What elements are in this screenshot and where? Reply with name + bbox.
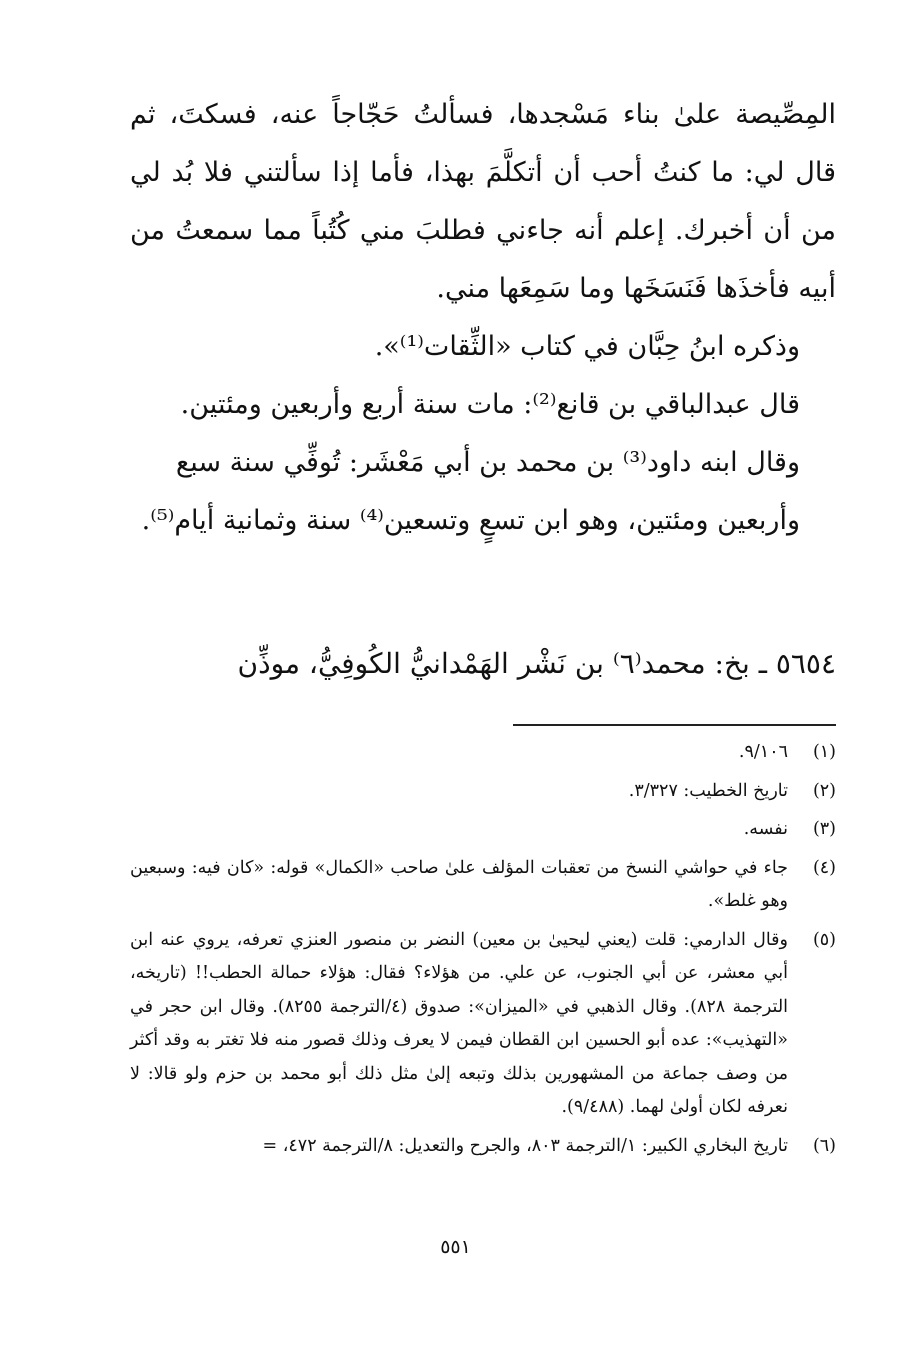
- footnote-number: (٣): [812, 819, 836, 839]
- main-text: [130, 86, 836, 550]
- footnote-number: (١): [812, 742, 836, 762]
- footnote-divider: [513, 724, 836, 726]
- footnote-text: تاريخ البخاري الكبير: ١/الترجمة ٨٠٣، والجرح والتعديل: ٨/الترجمة ٤٧٢، =: [262, 1135, 788, 1156]
- footnote: [130, 813, 836, 847]
- footnote-number: (٢): [812, 780, 836, 801]
- footnote-number: (٦): [812, 1135, 836, 1156]
- page-number: ٥٥١: [440, 1236, 471, 1258]
- paragraph-ibn-hibban: وذكره ابنُ حِبَّان في كتاب «الثِّقات⁽¹⁾».: [374, 331, 800, 362]
- paragraph-continuation: المِصِّيصة علىٰ بناء مَسْجدها، فسألتُ حَجّاجاً عنه، فسكتَ، ثم قال لي: ما كنتُ أحب أن أتكلَّمَ بهذا، فأما إذا سألتني فلا بُد لي من أن أخبرك. إعلم أنه جاءني فطلبَ مني كُتُباً مما سمعتُ من أبيه فأخذَها فَنَسَخَها وما سَمِعَها مني.: [130, 99, 836, 304]
- footnote-number: (٥): [812, 929, 836, 950]
- paragraph-dawud: وقال ابنه داود⁽³⁾ بن محمد بن أبي مَعْشَر: تُوفِّي سنة سبع وأربعين ومئتين، وهو ابن تسعٍ وتسعين⁽⁴⁾ سنة وثمانية أيام⁽⁵⁾.: [141, 447, 800, 536]
- footnote-text: نفسه.: [743, 819, 788, 839]
- paragraph-ibn-qani: قال عبدالباقي بن قانع⁽²⁾: مات سنة أربع وأربعين ومئتين.: [180, 389, 800, 420]
- footnote-number: (٤): [812, 857, 836, 878]
- footnote: [130, 1130, 836, 1164]
- footnote: [130, 736, 836, 770]
- footnote-text: وقال الدارمي: قلت (يعني ليحيىٰ بن معين) النضر بن منصور العنزي تعرفه، يروي عنه ابن أبي معشر، عن أبي الجنوب، عن علي. من هؤلاء؟ فقال: هؤلاء حمالة الحطب!! (تاريخه، الترجمة ٨٢٨). وقال الذهبي في «الميزان»: صدوق (٤/الترجمة ٨٢٥٥). وقال ابن حجر في «التهذيب»: عده أبو الحسين ابن القطان فيمن لا يعرف وذلك قصور منه فلا تغتر به وقد أكثر من وصف جماعة من المشهورين بذلك وتبعه إلىٰ مثل ذلك أبو محمد بن حزم ولو قالا: لا نعرفه لكان أولىٰ لهما. (٩/٤٨٨).: [130, 929, 789, 1117]
- footnotes: [130, 736, 836, 1168]
- footnote: [130, 924, 836, 1125]
- entry-heading: ٥٦٥٤ ـ بخ: محمد⁽٦⁾ بن نَشْر الهَمْدانيُّ الكُوفِيُّ، موذِّن: [237, 647, 836, 680]
- footnote: [130, 852, 836, 919]
- footnote: [130, 775, 836, 809]
- footnote-text: جاء في حواشي النسخ من تعقبات المؤلف علىٰ صاحب «الكمال» قوله: «كان فيه: وسبعين وهو غلط».: [130, 857, 788, 911]
- footnote-text: ٩/١٠٦.: [738, 742, 788, 762]
- footnote-text: تاريخ الخطيب: ٣/٣٢٧.: [628, 780, 788, 801]
